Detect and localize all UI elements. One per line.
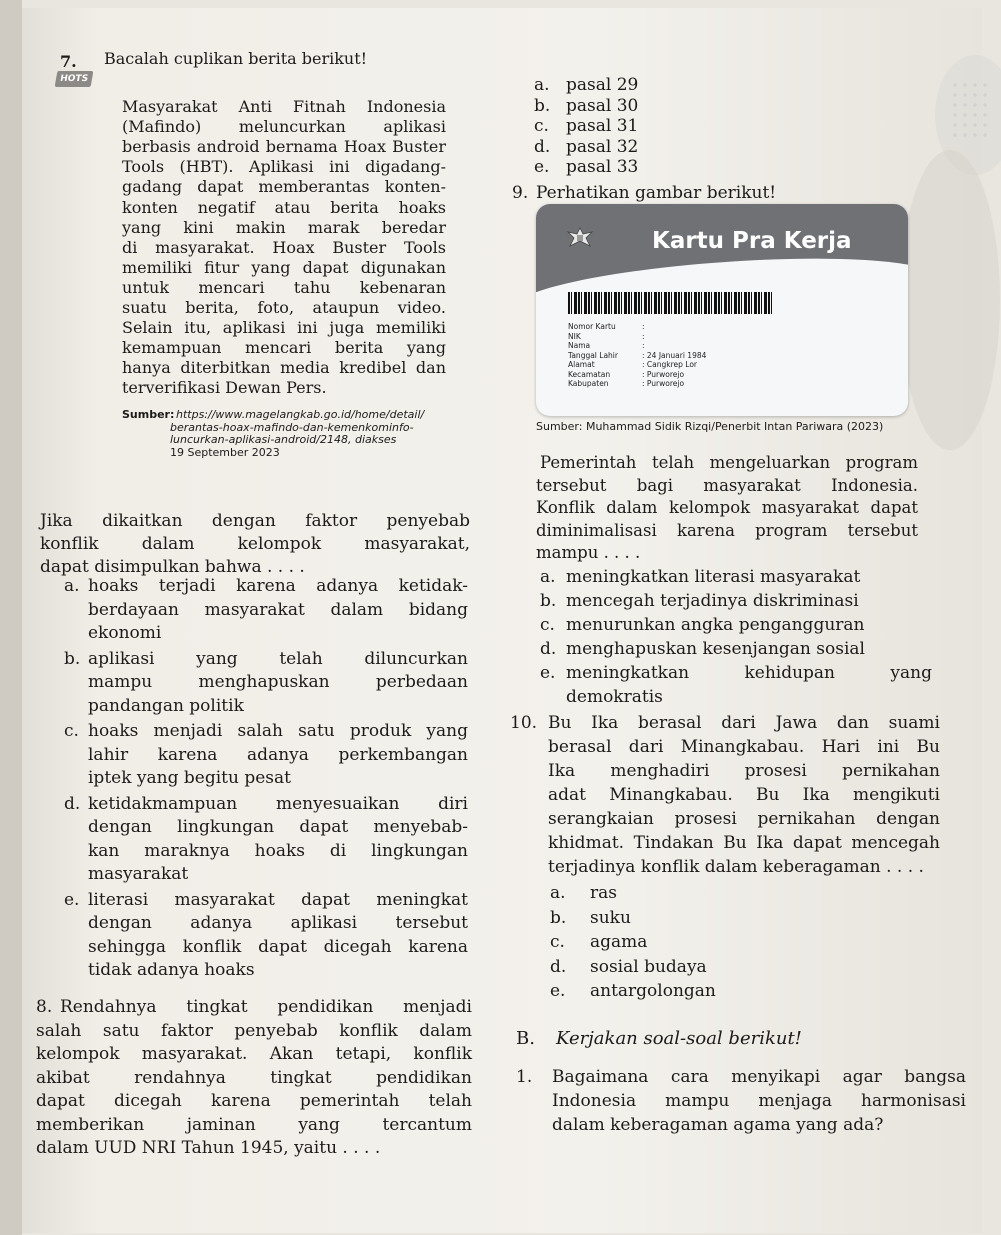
option-text: demokratis [566, 687, 663, 707]
option-text: meningkatkan literasi masyarakat [566, 567, 861, 587]
option-text: sehingga konflik dapat dicegah karena [88, 936, 468, 957]
card-field-value: : Purworejo [642, 369, 685, 379]
question-number-9: 9. [512, 183, 529, 203]
question-9-intro: Perhatikan gambar berikut! [536, 183, 777, 203]
option-text: pandangan politik [88, 695, 244, 716]
option-letter: c. [550, 932, 565, 952]
source-line: luncurkan-aplikasi-android/2148, diakses [170, 433, 397, 446]
option-text: mampu menghapuskan perbedaan [88, 672, 468, 692]
text-line: dalam keberagaman agama yang ada? [552, 1115, 884, 1135]
text-line: Konflik dalam kelompok masyarakat dapat [536, 498, 918, 517]
text-line: suatu berita, foto, ataupun video. [122, 298, 446, 317]
section-b-letter: B. [516, 1028, 535, 1049]
text-line: hanya diterbitkan media kredibel dan [122, 358, 446, 378]
text-line: terjadinya konflik dalam keberagaman . . . . [548, 857, 924, 877]
text-line: Masyarakat Anti Fitnah Indonesia [122, 97, 446, 116]
text-line: dapat dicegah karena pemerintah telah [36, 1091, 472, 1111]
option-letter: c. [534, 116, 549, 136]
garuda-emblem-icon [566, 226, 594, 250]
option-text: dengan lingkungan dapat menyebab- [88, 817, 468, 837]
source-line: https://www.magelangkab.go.id/home/detail/ [176, 408, 425, 421]
text-line: memiliki fitur yang dapat digunakan [122, 257, 446, 277]
text-line: Indonesia mampu menjaga harmonisasi [552, 1091, 966, 1111]
option-text: lahir karena adanya perkembangan [88, 744, 468, 765]
text-line: adat Minangkabau. Bu Ika mengikuti [548, 785, 940, 805]
card-field-value: : [642, 331, 645, 341]
option-letter: d. [534, 136, 551, 157]
text-line: Bu Ika berasal dari Jawa dan suami [548, 713, 940, 733]
hots-badge: HOTS [55, 71, 94, 87]
option-text: pasal 33 [566, 157, 639, 177]
text-line: khidmat. Tindakan Bu Ika dapat mencegah [548, 833, 940, 853]
option-text: antargolongan [590, 981, 716, 1001]
option-letter: d. [550, 956, 567, 977]
card-field-label: Tanggal Lahir [568, 350, 618, 360]
option-text: aplikasi yang telah diluncurkan [88, 648, 468, 669]
option-text: ras [590, 883, 617, 903]
option-letter: e. [534, 157, 550, 177]
option-text: hoaks terjadi karena adanya ketidak- [88, 576, 468, 596]
option-text: pasal 32 [566, 136, 639, 157]
option-text: dengan adanya aplikasi tersebut [88, 913, 468, 933]
option-text: literasi masyarakat dapat meningkat [88, 889, 468, 910]
card-field-label: Kabupaten [568, 379, 609, 388]
question-number-10: 10. [510, 713, 538, 733]
card-field-row [568, 379, 706, 389]
card-field-value: : 24 Januari 1984 [642, 350, 707, 360]
option-text: ekonomi [88, 623, 162, 643]
card-field-label: Nama [568, 341, 591, 350]
card-fields [568, 322, 706, 389]
card-field-row [568, 341, 706, 351]
source-line: berantas-hoax-mafindo-dan-kemenkominfo- [170, 420, 414, 434]
text-line: tersebut bagi masyarakat Indonesia. [536, 475, 918, 495]
text-line: berbasis android bernama Hoax Buster [122, 137, 446, 157]
card-title: Kartu Pra Kerja [652, 228, 852, 254]
kartu-pra-kerja-card [536, 204, 908, 416]
option-text: meningkatkan kehidupan yang [566, 663, 932, 683]
decorative-dots [950, 80, 990, 140]
text-line: kemampuan mencari berita yang [122, 338, 446, 358]
source-label: Sumber: [122, 408, 175, 421]
option-text: ketidakmampuan menyesuaikan diri [88, 793, 468, 814]
option-text: suku [590, 907, 631, 928]
text-line: yang kini makin marak beredar [122, 217, 446, 237]
text-line: akibat rendahnya tingkat pendidikan [36, 1067, 472, 1088]
card-field-value: : [642, 322, 645, 331]
card-field-value: : Cangkrep Lor [642, 360, 697, 369]
option-text: pasal 31 [566, 116, 639, 136]
card-field-label: Nomor Kartu [568, 322, 616, 331]
option-text: mencegah terjadinya diskriminasi [566, 591, 859, 611]
section-b-heading: Kerjakan soal-soal berikut! [556, 1028, 802, 1049]
option-letter: e. [64, 889, 80, 910]
text-line: Ika menghadiri prosesi pernikahan [548, 761, 940, 781]
option-letter: d. [540, 639, 557, 659]
question-number-8: 8. [36, 997, 53, 1017]
option-text: masyarakat [88, 864, 189, 884]
option-letter: a. [534, 75, 550, 95]
essay-number-1: 1. [516, 1067, 533, 1087]
text-line: gadang dapat memberantas konten- [122, 177, 446, 197]
option-text: pasal 29 [566, 75, 639, 95]
card-field-row [568, 370, 706, 380]
text-line: (Mafindo) meluncurkan aplikasi [122, 117, 446, 137]
option-letter: b. [534, 95, 551, 116]
option-text: berdayaan masyarakat dalam bidang [88, 599, 468, 620]
barcode [568, 292, 772, 314]
card-field-row [568, 351, 706, 361]
option-letter: a. [550, 883, 566, 903]
card-field-label: NIK [568, 331, 581, 341]
option-letter: a. [540, 567, 556, 587]
text-line: Rendahnya tingkat pendidikan menjadi [60, 997, 472, 1017]
option-text: pasal 30 [566, 95, 639, 116]
text-line: diminimalisasi karena program tersebut [536, 520, 918, 540]
question-7-intro: Bacalah cuplikan berita berikut! [104, 49, 368, 68]
text-line: terverifikasi Dewan Pers. [122, 378, 327, 398]
text-line: di masyarakat. Hoax Buster Tools [122, 237, 446, 257]
option-letter: e. [550, 981, 566, 1001]
option-text: hoaks menjadi salah satu produk yang [88, 721, 468, 741]
decorative-shape [900, 150, 1000, 450]
card-field-value: : Purworejo [642, 379, 685, 388]
card-field-row [568, 360, 706, 370]
option-text: agama [590, 932, 648, 952]
card-field-row [568, 322, 706, 332]
option-letter: b. [550, 907, 567, 928]
text-line: untuk mencari tahu kebenaran [122, 277, 446, 297]
option-text: tidak adanya hoaks [88, 960, 255, 980]
option-letter: a. [64, 576, 80, 596]
option-letter: b. [64, 648, 81, 669]
book-binding-edge [0, 0, 22, 1235]
text-line: salah satu faktor penyebab konflik dalam [36, 1020, 472, 1041]
text-line: Pemerintah telah mengeluarkan program [540, 453, 918, 472]
option-letter: c. [540, 615, 555, 635]
text-line: konflik dalam kelompok masyarakat, [40, 534, 470, 554]
option-letter: e. [540, 663, 556, 683]
text-line: Selain itu, aplikasi ini juga memiliki [122, 318, 446, 338]
text-line: dalam UUD NRI Tahun 1945, yaitu . . . . [36, 1138, 381, 1158]
source-line: 19 September 2023 [170, 445, 280, 459]
text-line: berasal dari Minangkabau. Hari ini Bu [548, 737, 940, 757]
card-field-label: Alamat [568, 360, 595, 369]
option-text: menurunkan angka pengangguran [566, 615, 865, 635]
option-letter: c. [64, 721, 79, 741]
text-line: Tools (HBT). Aplikasi ini digadang- [122, 157, 446, 177]
text-line: memberikan jaminan yang tercantum [36, 1114, 472, 1135]
text-line: kelompok masyarakat. Akan tetapi, konflik [36, 1044, 472, 1064]
text-line: serangkaian prosesi pernikahan dengan [548, 809, 940, 829]
option-text: sosial budaya [590, 956, 707, 977]
card-field-value: : [642, 341, 645, 350]
card-field-row [568, 332, 706, 342]
option-letter: d. [64, 793, 81, 814]
option-text: iptek yang begitu pesat [88, 768, 291, 788]
text-line: dapat disimpulkan bahwa . . . . [40, 557, 305, 577]
option-letter: b. [540, 591, 557, 611]
image-source: Sumber: Muhammad Sidik Rizqi/Penerbit Intan Pariwara (2023) [536, 420, 884, 433]
text-line: Jika dikaitkan dengan faktor penyebab [40, 511, 470, 531]
option-text: menghapuskan kesenjangan sosial [566, 639, 865, 659]
text-line: konten negatif atau berita hoaks [122, 197, 446, 217]
option-text: kan maraknya hoaks di lingkungan [88, 840, 468, 861]
text-line: Bagaimana cara menyikapi agar bangsa [552, 1067, 966, 1087]
question-number-7: 7. [60, 52, 77, 71]
text-line: mampu . . . . [536, 543, 641, 562]
card-field-label: Kecamatan [568, 369, 611, 379]
